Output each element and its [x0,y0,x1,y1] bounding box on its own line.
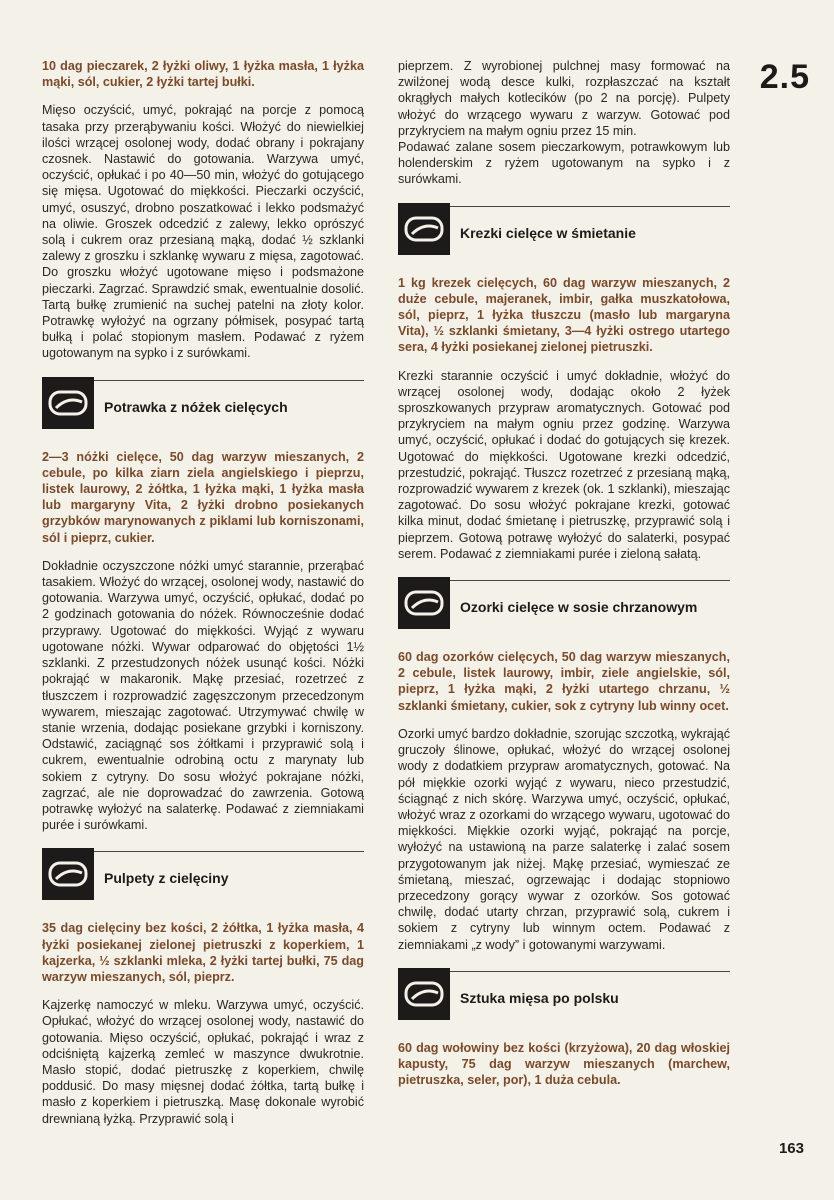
pot-icon [42,377,94,429]
right-column [398,58,730,1100]
intro-text: Mięso oczyścić, umyć, pokrająć na porcje z pomocą tasaka przy przerąbywaniu kości. Włożyć do niewielkiej ilości wrzącej osolonej wody, dodać obrany i pokrajany czosnek. Nastawić do gotowania. Warzywa umyć, oczyścić, opłukać i po 40—50 min, włożyć do gotującego się mięsa. Ugotować do miękkości. Pieczarki oczyścić, umyć, osuszyć, drobno poszatkować i lekko podsmażyć na oliwie. Groszek odcedzić z zalewy, lekko oprószyć solą i cukrem oraz przesianą mąką, dodać ½ szklanki zalewy z groszku i szklankę wywaru z mięsa, zagotować. Do groszku włożyć ugotowane mięso i podsmażone pieczarki. Zagrzać. Sprawdzić smak, ewentualnie dosolić. Tartą bułkę zrumienić na suchej patelni na złoty kolor. Potrawkę wyłożyć na ogrzany półmisek, posypać tartą bułką i polać stopionym masłem. Podawać z ryżem ugotowanym na sypko i z surówkami. [42,103,364,361]
recipe-header-sztuka [398,971,730,1024]
page-number: 163 [778,1140,804,1157]
left-column [42,58,364,1139]
recipe-ingredients: 2—3 nóżki cielęce, 50 dag warzyw mieszanych, 2 cebule, po kilka ziarn ziela angielskiego i pieprzu, listek laurowy, 2 żółtka, 1 łyżka mąki, 1 łyżka masła lub margaryny Vita, 2 łyżki drobno posiekanych grzybków marynowanych z piklami lub korniszonami, sól i pieprz, cukier. [42,449,364,545]
pot-icon [42,848,94,900]
recipe-text: Krezki starannie oczyścić i umyć dokładnie, włożyć do wrzącej osolonej wody, dodając około 2 łyżek sproszkowanych przypraw aromatycznych. Gotować pod przykryciem na małym ogniu przez godzinę. Warzywa umyć, oczyścić, opłukać i dodać do gotujących się krezek. Ugotować do miękkości. Ugotowane krezki odcedzić, przestudzić, pokrająć. Tłuszcz rozetrzeć z przesianą mąką, rozprowadzić wywarem z krezek (ok. 1 szklanki), mieszając zagotować. Do sosu włożyć pokrajane krezki, gotować kilka minut, dodać śmietanę i pietruszkę, przyprawić solą i pieprzem. Gotową potrawę wyłożyć do salaterki, posypać serem. Podawać z ziemniakami purée i zieloną sałatą. [398,368,730,561]
recipe-ingredients: 60 dag wołowiny bez kości (krzyżowa), 20 dag włoskiej kapusty, 75 dag warzyw mieszanych (marchew, pietruszka, seler, por), 1 duża cebula. [398,1040,730,1088]
recipe-ingredients: 1 kg krezek cielęcych, 60 dag warzyw mieszanych, 2 duże cebule, majeranek, imbir, gałka muszkatołowa, sól, pieprz, 1 łyżka tłuszczu (masło lub margaryna Vita), ½ szklanki śmietany, 3—4 łyżki ostrego utartego sera, 4 łyżki posiekanej zielonej pietruszki. [398,275,730,355]
pot-icon [398,577,450,629]
recipe-title: Ozorki cielęce w sosie chrzanowym [460,599,698,616]
recipe-ingredients: 35 dag cielęciny bez kości, 2 żółtka, 1 łyżka masła, 4 łyżki posiekanej zielonej pietruszki z koperkiem, 1 kajzerka, ½ szklanki mleka, 2 łyżki tartej bułki, 75 dag warzyw mieszanych, sól, pieprz. [42,921,364,984]
recipe-header-pulpety [42,851,364,904]
recipe-header-krezki [398,206,730,259]
intro-ingredients: 10 dag pieczarek, 2 łyżki oliwy, 1 łyżka masła, 1 łyżka mąki, sól, cukier, 2 łyżki tartej bułki. [42,59,364,90]
continued-text-2: Podawać zalane sosem pieczarkowym, potrawkowym lub holenderskim z ryżem ugotowanym na sypko i z surówkami. [398,140,730,187]
recipe-header-ozorki [398,580,730,633]
recipe-title: Pulpety z cielęciny [104,870,229,887]
recipe-title: Sztuka mięsa po polsku [460,989,619,1006]
recipe-text: Dokładnie oczyszczone nóżki umyć starannie, przerąbać tasakiem. Włożyć do wrzącej, osolonej wody, nastawić do gotowania. Warzywa umyć, oczyścić, opłukać, dodać po 2 godzinach gotowania do nóżek. Równocześnie dodać przyprawy. Ugotować do miękkości. Wyjąć z wywaru ugotowane nóżki. Wywar odparować do objętości 1½ szklanki. Z przestudzonych nóżek usunąć kości. Nóżki pokrająć w makaronik. Mąkę przesiać, rozetrzeć z tłuszczem i rozprowadzić zagęszczonym przecedzonym wywarem, mieszając zagotować. Utrzymywać chwilę w stanie wrzenia, dodając posiekane grzybki i korniszony. Odstawić, zaciągnąć sos żółtkami i przyprawić solą i cukrem, ewentualnie odrobiną octu z marynaty lub sokiem z cytryny. Do sosu włożyć pokrajane nóżki, zagrzać, ale nie doprowadzać do zawrzenia. Gotową potrawkę wyłożyć na salaterkę. Podawać z ziemniakami purée i surówkami. [42,558,364,833]
recipe-ingredients: 60 dag ozorków cielęcych, 50 dag warzyw mieszanych, 2 cebule, listek laurowy, imbir, ziele angielskie, sól, pieprz, 1 łyżka mąki, 2 łyżki utartego chrzanu, ½ szklanki śmietany, cukier, sok z cytryny lub winny ocet. [398,650,730,713]
recipe-title: Krezki cielęce w śmietanie [460,224,636,241]
continued-text: pieprzem. Z wyrobionej pulchnej masy formować na zwilżonej wodą desce kulki, rozpłaszczać na kształt okrągłych małych kotlecików (po 2 na porcję). Pulpety włożyć do wrzącego wywaru z warzyw. Gotować pod przykryciem na małym ogniu przez 15 min. [398,59,730,138]
recipe-text: Ozorki umyć bardzo dokładnie, szorując szczotką, wykrająć gruczoły ślinowe, opłukać, włożyć do wrzącej osolonej wody z dodatkiem przypraw aromatycznych, gotować. Na pół miękkie ozorki wyjąć z wywaru, nieco przestudzić, ściągnąć z nich skórę. Warzywa umyć, oczyścić, opłukać, włożyć wraz z ozorkami do wrzącego wywaru, ugotować do miękkości. Miękkie ozorki wyjąć, pokrająć na porcje, wyłożyć na ustawioną na parze salaterkę i zalać sosem przygotowanym jak niżej. Mąkę przesiać, wymieszać ze śmietaną, mieszać, ogrzewając i dodając stopniowo przecedzony gorący wywar z ozorków. Sos gotować chwilę, dodać utarty chrzan, przyprawić solą, cukrem i sokiem z cytryny lub winnym octem. Podawać z ziemniakami „z wody” i gotowanymi warzywami. [398,726,730,952]
recipe-title: Potrawka z nóżek cielęcych [104,398,288,415]
pot-icon [398,968,450,1020]
recipe-header-potrawka [42,380,364,433]
pot-icon [398,203,450,255]
section-number: 2.5 [759,58,810,96]
recipe-text: Kajzerkę namoczyć w mleku. Warzywa umyć, oczyścić. Opłukać, włożyć do wrzącej osolonej wody, nastawić do gotowania. Mięso oczyścić, opłukać, pokrająć i wraz z odciśniętą kajzerką zemleć w maszynce dwukrotnie. Masło stopić, dodać pietruszkę z koperkiem, chwilę poddusić. Do masy mięsnej dodać żółtka, tartą bułkę i masło z koperkiem i pietruszką. Masę dokonale wyrobić drewnianą łyżką. Przyprawić solą i [42,998,364,1126]
